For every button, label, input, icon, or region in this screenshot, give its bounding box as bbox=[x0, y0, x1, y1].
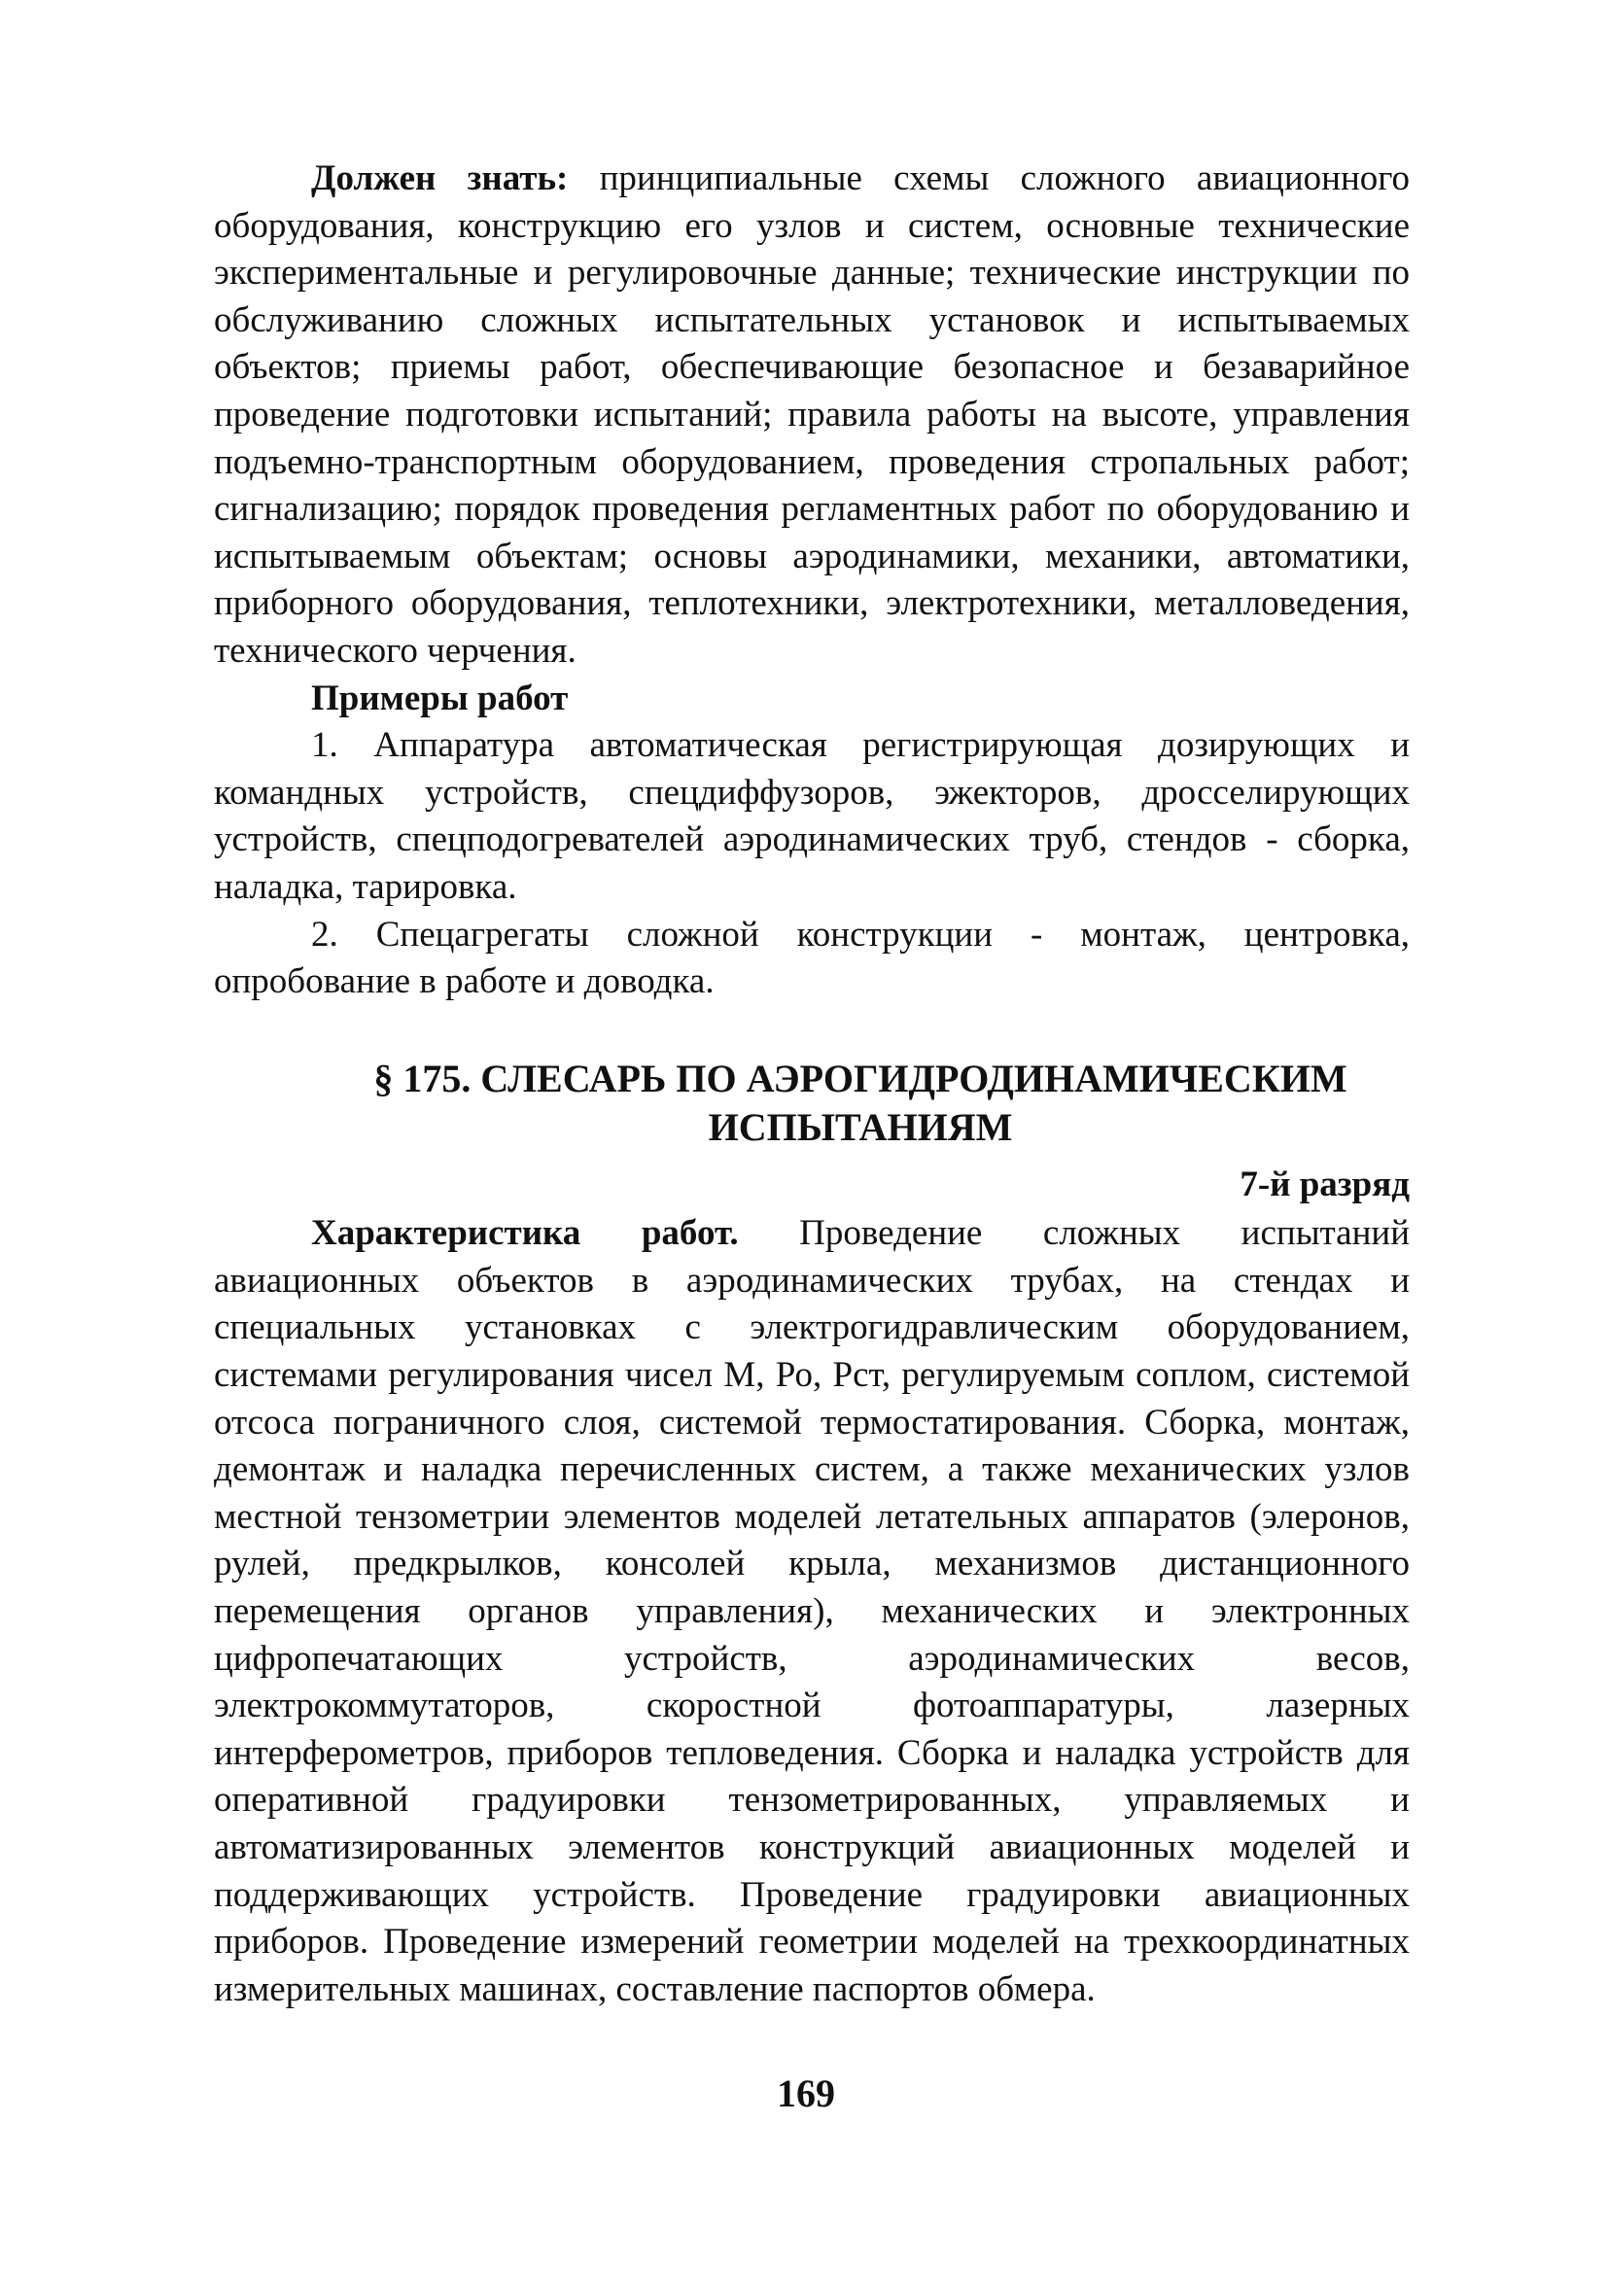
example-item-1: 1. Аппаратура автоматическая регистрирующая дозирующих и командных устройств, спецдиффузоров, эжекторов, дросселирующих устройств, спецподогревателей аэродинамических труб, стендов - сборка, наладка, тарировка. bbox=[214, 725, 1410, 907]
must-know-text: принципиальные схемы сложного авиационного оборудования, конструкцию его узлов и систем, основные технические экспериментальные и регулировочные данные; технические инструкции по обслуживанию сложных испытательных установок и испытываемых объектов; приемы работ, обеспечивающие безопасное и безаварийное проведение подготовки испытаний; правила работы на высоте, управления подъемно-транспортным оборудованием, проведения стропальных работ; сигнализацию; порядок проведения регламентных работ по оборудованию и испытываемым объектам; основы аэродинамики, механики, автоматики, приборного оборудования, теплотехники, электротехники, металловедения, технического черчения. bbox=[214, 158, 1410, 671]
examples-heading: Примеры работ bbox=[311, 678, 569, 718]
section-title-line-1: § 175. СЛЕСАРЬ ПО АЭРОГИДРОДИНАМИЧЕСКИМ bbox=[373, 1056, 1347, 1100]
section-title-line-2: ИСПЫТАНИЯМ bbox=[708, 1104, 1013, 1149]
must-know-label: Должен знать: bbox=[311, 158, 600, 198]
example-item-2: 2. Спецагрегаты сложной конструкции - монтаж, центровка, опробование в работе и доводка. bbox=[214, 914, 1410, 1002]
page-number: 169 bbox=[777, 2071, 835, 2115]
must-know-paragraph bbox=[214, 156, 1410, 676]
characteristics-paragraph bbox=[214, 1210, 1410, 2013]
section-title bbox=[214, 1055, 1410, 1152]
characteristics-text: Проведение сложных испытаний авиационных объектов в аэродинамических трубах, на стендах и специальных установках с электрогидравлическим оборудованием, системами регулирования чисел М, Ро, Рст, регулируемым соплом, системой отсоса пограничного слоя, системой термостатирования. Сборка, монтаж, демонтаж и наладка перечисленных систем, а также механических узлов местной тензометрии элементов моделей летательных аппаратов (элеронов, рулей, предкрылков, консолей крыла, механизмов дистанционного перемещения органов управления), механических и электронных цифропечатающих устройств, аэродинамических весов, электрокоммутаторов, скоростной фотоаппаратуры, лазерных интерферометров, приборов тепловедения. Сборка и наладка устройств для оперативной градуировки тензометрированных, управляемых и автоматизированных элементов конструкций авиационных моделей и поддерживающих устройств. Проведение градуировки авиационных приборов. Проведение измерений геометрии моделей на трехкоординатных измерительных машинах, составление паспортов обмера. bbox=[214, 1213, 1411, 2009]
grade-label: 7-й разряд bbox=[1240, 1164, 1410, 1204]
characteristics-label: Характеристика работ. bbox=[311, 1213, 800, 1254]
page-body bbox=[214, 156, 1410, 2013]
